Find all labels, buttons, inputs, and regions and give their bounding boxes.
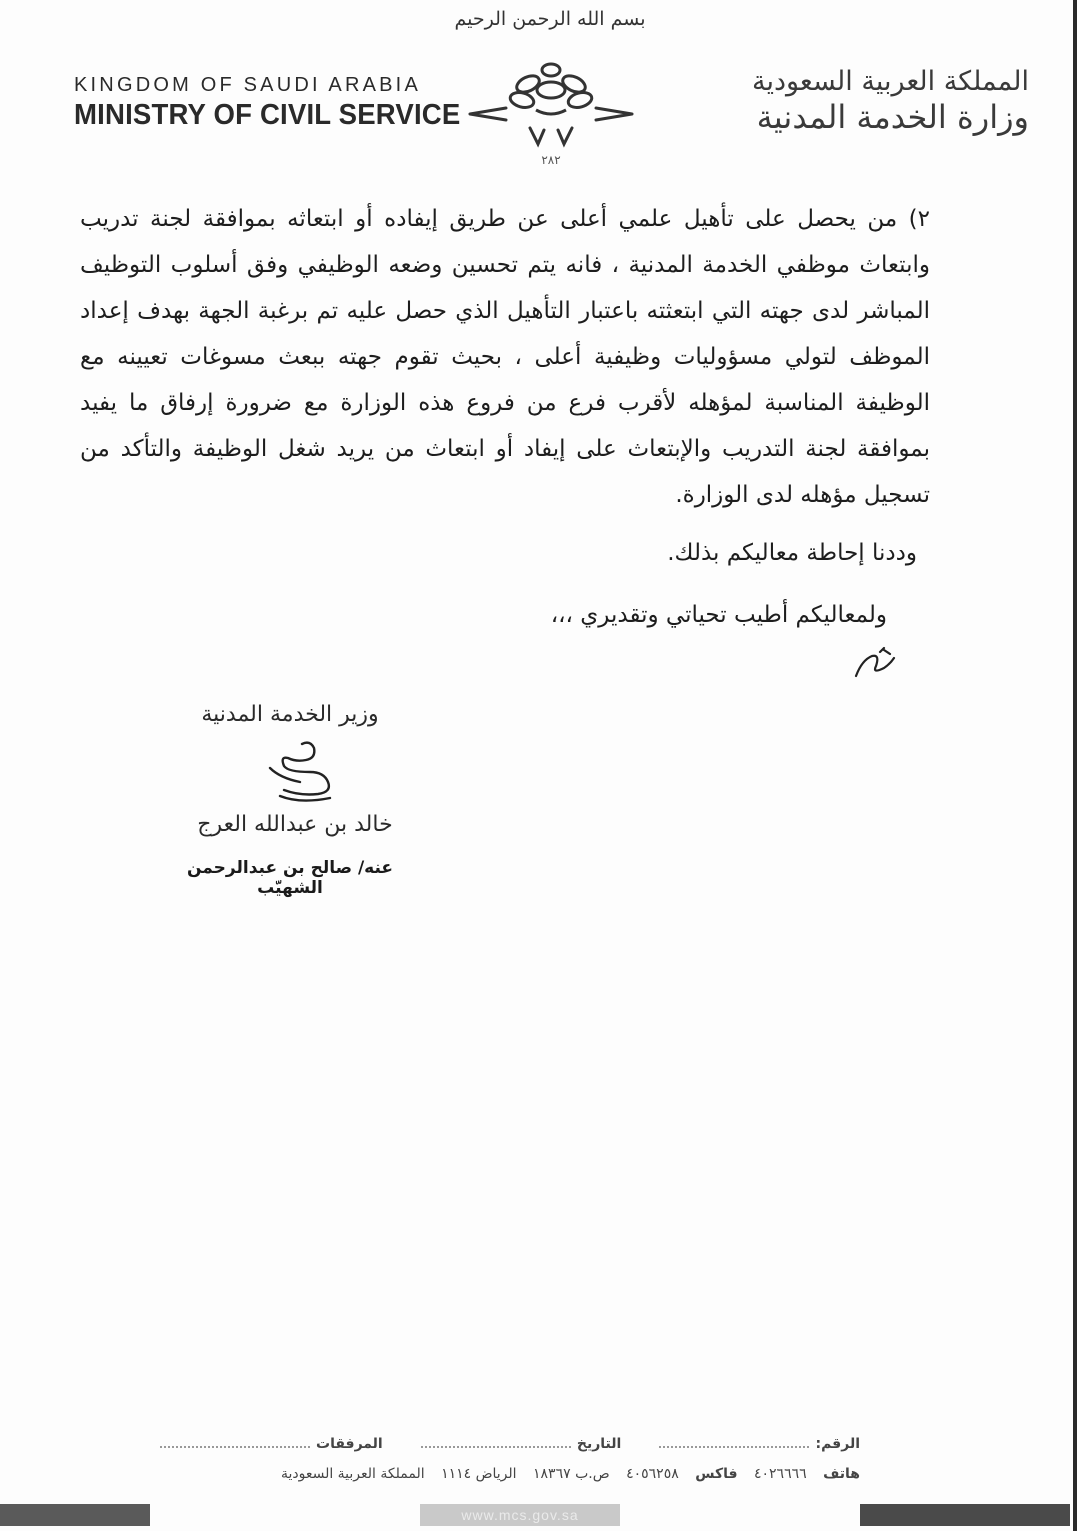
footer-date-label: التاريخ xyxy=(576,1436,622,1452)
footer-date-field xyxy=(421,1436,621,1452)
footer-phone: ٤٠٢٦٦٦٦ xyxy=(754,1466,807,1482)
regards-line: ولمعاليكم أطيب تحياتي وتقديري ،،، xyxy=(550,602,887,628)
footer-attachments-label: المرفقات xyxy=(316,1436,383,1452)
closing-line: وددنا إحاطة معاليكم بذلك. xyxy=(667,540,917,566)
footer-number-label: الرقم: xyxy=(815,1436,860,1452)
minister-name: خالد بن عبدالله العرج xyxy=(197,812,393,837)
minister-signature-icon xyxy=(240,738,350,808)
footer-po-box: ص.ب ١٨٣٦٧ xyxy=(533,1466,610,1482)
footer-date-line xyxy=(421,1436,571,1448)
footer-strip-right xyxy=(860,1504,1070,1526)
footer-number-line xyxy=(659,1436,809,1448)
letter-paragraph: ٢) من يحصل على تأهيل علمي أعلى عن طريق إيفاده أو ابتعاثه بموافقة لجنة تدريب وابتعاث موظفي الخدمة المدنية ، فانه يتم تحسين وضعه الوظيفي وفق أسلوب التوظيف المباشر لدى جهته التي ابتعثته باعتبار التأهيل الذي حصل عليه تم برغبة الجهة بهدف إعداد الموظف لتولي مسؤوليات وظيفية أعلى ، بحيث تقوم جهته ببعث مسوغات تعيينه مع الوظيفة المناسبة لمؤهله لأقرب فرع من فروع هذه الوزارة مع ضرورة إرفاق ما يفيد بموافقة لجنة التدريب والإبتعاث على إيفاد أو ابتعاث من يريد شغل الوظيفة والتأكد من تسجيل مؤهله لدى الوزارة. xyxy=(80,206,930,508)
english-letterhead xyxy=(74,74,464,132)
on-behalf-signatory: عنه/ صالح بن عبدالرحمن الشهيّب xyxy=(186,858,394,898)
footer-strip-left xyxy=(0,1504,150,1526)
minister-title: وزير الخدمة المدنية xyxy=(201,702,379,727)
footer-city: الرياض ١١١٤ xyxy=(441,1466,517,1482)
ministry-emblem-icon xyxy=(466,52,636,182)
emblem-number: ٢٨٢ xyxy=(541,153,561,167)
kingdom-name-ar: المملكة العربية السعودية xyxy=(751,66,1029,97)
ministry-name-ar: وزارة الخدمة المدنية xyxy=(756,98,1029,136)
initial-mark-icon xyxy=(850,640,900,682)
kingdom-name-en: KINGDOM OF SAUDI ARABIA xyxy=(74,74,421,96)
arabic-letterhead xyxy=(639,66,1029,136)
basmala: بسم الله الرحمن الرحيم xyxy=(454,8,646,30)
footer-attachments-line xyxy=(160,1436,310,1448)
scan-edge xyxy=(1073,0,1077,1531)
footer-fax: ٤٠٥٦٢٥٨ xyxy=(626,1466,679,1482)
footer-fax-label: فاكس xyxy=(695,1466,738,1482)
footer-phone-label: هاتف xyxy=(823,1466,860,1482)
footer-reference-fields xyxy=(160,1436,860,1452)
ministry-name-en: MINISTRY OF CIVIL SERVICE xyxy=(74,99,461,131)
footer-country: المملكة العربية السعودية xyxy=(280,1466,425,1482)
footer-contact-line xyxy=(160,1466,860,1482)
footer-number-field xyxy=(659,1436,860,1452)
footer-attachments-field xyxy=(160,1436,383,1452)
footer-website: www.mcs.gov.sa xyxy=(420,1504,620,1526)
